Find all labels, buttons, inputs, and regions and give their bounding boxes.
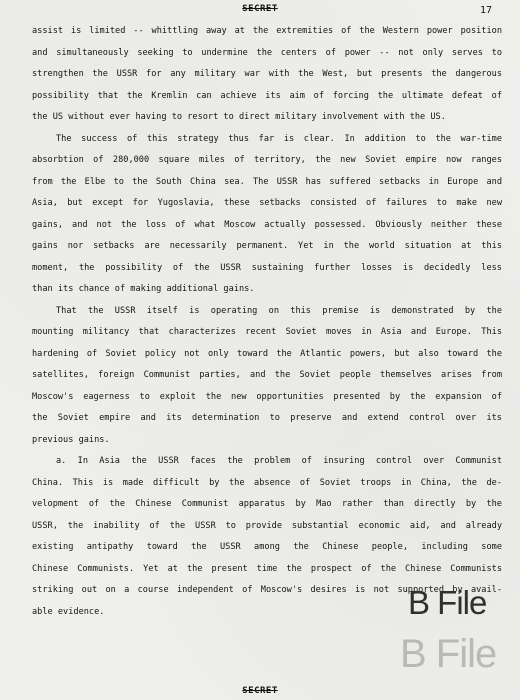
text-line: assist is limited -- whittling away at the extremities of the Western power position [32,26,502,36]
classification-footer: SECRET [242,686,278,696]
text-line: mounting militancy that characterizes recent Soviet moves in Asia and Europe. This [32,327,502,337]
body-text [32,21,502,623]
text-line: moment, the possibility of the USSR sustaining further losses is decidedly less [32,262,502,273]
text-line: a. In Asia the USSR faces the problem of insuring control over Communist [56,456,502,466]
text-line: hardening of Soviet policy not only toward the Atlantic powers, but also toward the [32,348,502,359]
text-line: satellites, foreign Communist parties, and the Soviet people themselves arises from [32,370,502,380]
text-line: strengthen the USSR for any military war with the West, but presents the dangerous [32,69,502,79]
classification-header: SECRET [242,4,278,14]
text-line: China. This is made difficult by the absence of Soviet troops in China, the de- [32,477,502,488]
text-line: That the USSR itself is operating on this premise is demonstrated by the [56,305,502,316]
page-number: 17 [480,5,493,16]
text-line: velopment of the Chinese Communist apparatus by Mao rather than directly by the [32,499,502,509]
file-stamp-primary: B File [408,584,487,621]
text-line: the Soviet empire and its determination to preserve and extend control over its [32,413,502,423]
text-line: than its chance of making additional gains. [32,284,255,294]
file-stamp-secondary: B File [400,632,497,676]
text-line: USSR, the inability of the USSR to provide substantial economic aid, and already [32,520,502,531]
text-line: possibility that the Kremlin can achieve its aim of forcing the ultimate defeat of [32,90,502,101]
text-line: existing antipathy toward the USSR among the Chinese people, including some [32,542,502,552]
text-line: Asia, but except for Yugoslavia, these setbacks consisted of failures to make new [32,198,502,208]
text-line: striking out on a course independent of Moscow's desires is not supported by avail- [32,585,502,595]
text-line: able evidence. [32,606,105,617]
text-line: the US without ever having to resort to direct military involvement with the US. [32,112,446,122]
text-line: gains, and not the loss of what Moscow actually possessed. Obviously neither these [32,219,502,230]
text-line: Moscow's eagerness to exploit the new opportunities presented by the expansion of [32,391,502,402]
text-line: from the Elbe to the South China sea. The USSR has suffered setbacks in Europe and [32,176,502,187]
text-line: The success of this strategy thus far is clear. In addition to the war-time [56,133,502,144]
text-line: previous gains. [32,434,110,445]
text-line: Chinese Communists. Yet at the present time the prospect of the Chinese Communists [32,563,502,574]
text-line: and simultaneously seeking to undermine the centers of power -- not only serves to [32,47,502,58]
text-line: absorbtion of 280,000 square miles of territory, the new Soviet empire now ranges [32,155,502,165]
text-line: gains nor setbacks are necessarily permanent. Yet in the world situation at this [32,241,502,251]
